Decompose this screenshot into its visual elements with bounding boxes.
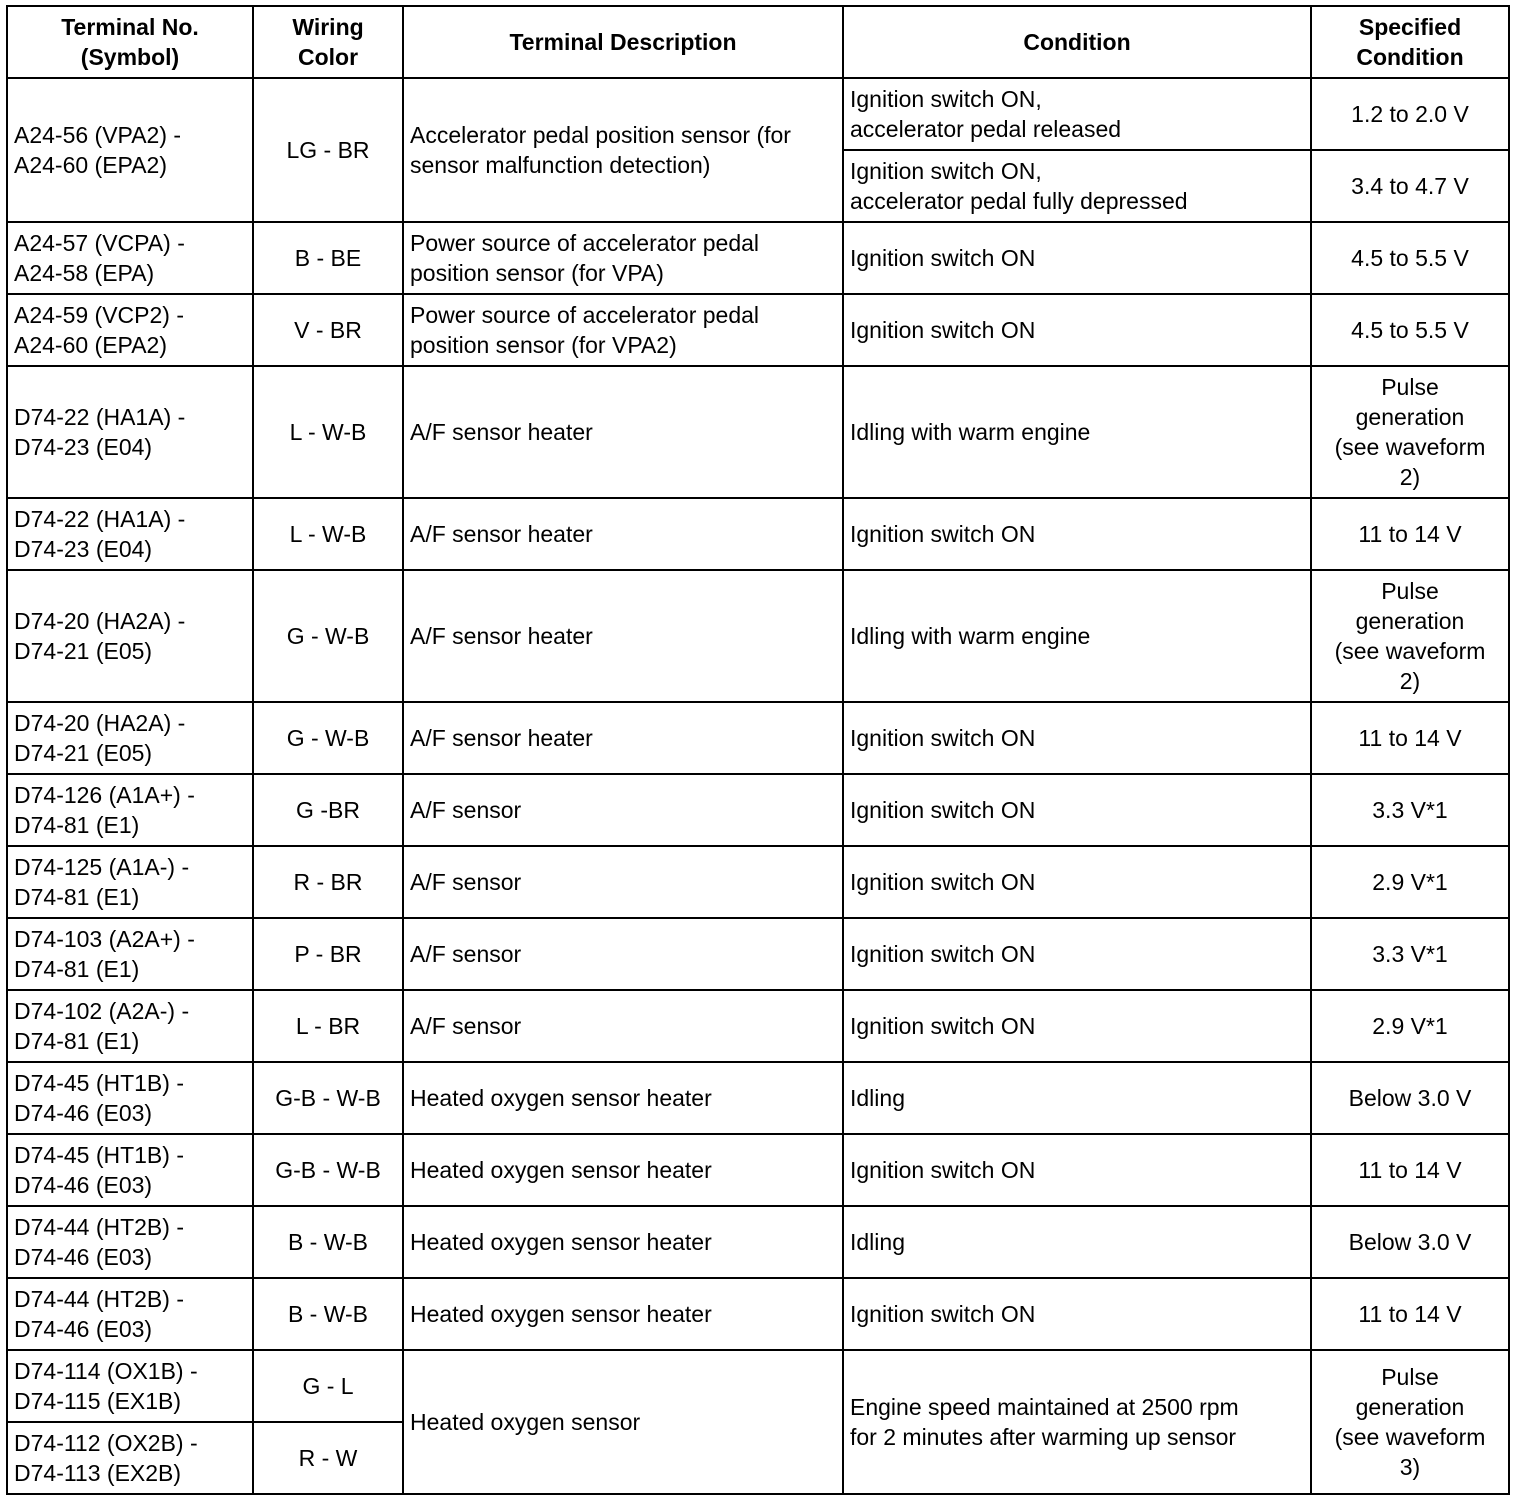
terminal-cell: A24-57 (VCPA) - A24-58 (EPA): [7, 222, 253, 294]
terminal-cell: D74-20 (HA2A) - D74-21 (E05): [7, 702, 253, 774]
specified-cell: 11 to 14 V: [1311, 1278, 1509, 1350]
specified-cell: 3.3 V*1: [1311, 918, 1509, 990]
wiring-color-cell: LG - BR: [253, 78, 403, 222]
description-cell: A/F sensor: [403, 774, 843, 846]
condition-cell: Ignition switch ON: [843, 222, 1311, 294]
wiring-color-cell: R - W: [253, 1422, 403, 1494]
description-cell: Heated oxygen sensor heater: [403, 1278, 843, 1350]
wiring-color-cell: G -BR: [253, 774, 403, 846]
wiring-color-cell: G-B - W-B: [253, 1062, 403, 1134]
description-cell: A/F sensor: [403, 990, 843, 1062]
condition-cell: Ignition switch ON: [843, 498, 1311, 570]
table-row: [7, 222, 1509, 294]
wiring-color-cell: G - W-B: [253, 702, 403, 774]
wiring-color-cell: P - BR: [253, 918, 403, 990]
description-cell: A/F sensor heater: [403, 366, 843, 498]
description-cell: Heated oxygen sensor: [403, 1350, 843, 1494]
description-cell: A/F sensor: [403, 918, 843, 990]
condition-cell: Ignition switch ON: [843, 294, 1311, 366]
condition-cell: Idling: [843, 1062, 1311, 1134]
specified-cell: Below 3.0 V: [1311, 1062, 1509, 1134]
description-cell: A/F sensor heater: [403, 570, 843, 702]
terminal-cell: A24-59 (VCP2) - A24-60 (EPA2): [7, 294, 253, 366]
header-terminal-description: Terminal Description: [403, 6, 843, 78]
header-condition: Condition: [843, 6, 1311, 78]
terminal-cell: D74-126 (A1A+) - D74-81 (E1): [7, 774, 253, 846]
condition-cell: Ignition switch ON: [843, 1278, 1311, 1350]
terminal-cell: D74-44 (HT2B) - D74-46 (E03): [7, 1206, 253, 1278]
header-specified-condition: Specified Condition: [1311, 6, 1509, 78]
wiring-color-cell: B - W-B: [253, 1278, 403, 1350]
table-row: [7, 294, 1509, 366]
table-row: [7, 366, 1509, 498]
condition-cell: Ignition switch ON: [843, 774, 1311, 846]
header-terminal-no: Terminal No. (Symbol): [7, 6, 253, 78]
specified-cell: 4.5 to 5.5 V: [1311, 222, 1509, 294]
condition-cell: Ignition switch ON: [843, 702, 1311, 774]
terminal-cell: D74-45 (HT1B) - D74-46 (E03): [7, 1134, 253, 1206]
terminal-cell: D74-20 (HA2A) - D74-21 (E05): [7, 570, 253, 702]
terminal-cell: D74-22 (HA1A) - D74-23 (E04): [7, 366, 253, 498]
specified-cell: 11 to 14 V: [1311, 498, 1509, 570]
wiring-color-cell: L - W-B: [253, 366, 403, 498]
terminal-cell: D74-102 (A2A-) - D74-81 (E1): [7, 990, 253, 1062]
description-cell: A/F sensor heater: [403, 702, 843, 774]
terminal-cell: D74-114 (OX1B) - D74-115 (EX1B): [7, 1350, 253, 1422]
terminal-cell: A24-56 (VPA2) - A24-60 (EPA2): [7, 78, 253, 222]
table-row: [7, 498, 1509, 570]
table-row: [7, 1206, 1509, 1278]
table-row: [7, 918, 1509, 990]
condition-cell: Ignition switch ON, accelerator pedal released: [843, 78, 1311, 150]
wiring-color-cell: G - L: [253, 1350, 403, 1422]
table-row: [7, 1278, 1509, 1350]
wiring-color-cell: G - W-B: [253, 570, 403, 702]
specified-cell: 2.9 V*1: [1311, 990, 1509, 1062]
specified-cell: 11 to 14 V: [1311, 1134, 1509, 1206]
table-row: [7, 1134, 1509, 1206]
terminal-cell: D74-44 (HT2B) - D74-46 (E03): [7, 1278, 253, 1350]
table-row: [7, 990, 1509, 1062]
description-cell: Power source of accelerator pedal position sensor (for VPA2): [403, 294, 843, 366]
specified-cell: 4.5 to 5.5 V: [1311, 294, 1509, 366]
specified-cell: 2.9 V*1: [1311, 846, 1509, 918]
table-row: [7, 846, 1509, 918]
wiring-color-cell: R - BR: [253, 846, 403, 918]
condition-cell: Engine speed maintained at 2500 rpm for 2 minutes after warming up sensor: [843, 1350, 1311, 1494]
table-row: [7, 78, 1509, 150]
description-cell: Power source of accelerator pedal position sensor (for VPA): [403, 222, 843, 294]
condition-cell: Idling with warm engine: [843, 366, 1311, 498]
terminal-cell: D74-22 (HA1A) - D74-23 (E04): [7, 498, 253, 570]
specified-cell: 3.4 to 4.7 V: [1311, 150, 1509, 222]
table-row: [7, 1350, 1509, 1422]
description-cell: Heated oxygen sensor heater: [403, 1062, 843, 1134]
specified-cell: 3.3 V*1: [1311, 774, 1509, 846]
terminal-cell: D74-103 (A2A+) - D74-81 (E1): [7, 918, 253, 990]
description-cell: Accelerator pedal position sensor (for sensor malfunction detection): [403, 78, 843, 222]
wiring-color-cell: L - BR: [253, 990, 403, 1062]
description-cell: A/F sensor: [403, 846, 843, 918]
specified-cell: Pulse generation (see waveform 2): [1311, 570, 1509, 702]
terminal-cell: D74-45 (HT1B) - D74-46 (E03): [7, 1062, 253, 1134]
condition-cell: Ignition switch ON: [843, 918, 1311, 990]
wiring-color-cell: B - W-B: [253, 1206, 403, 1278]
terminal-cell: D74-112 (OX2B) - D74-113 (EX2B): [7, 1422, 253, 1494]
table-header-row: [7, 6, 1509, 78]
table-row: [7, 570, 1509, 702]
condition-cell: Ignition switch ON: [843, 990, 1311, 1062]
description-cell: A/F sensor heater: [403, 498, 843, 570]
table-row: [7, 774, 1509, 846]
specified-cell: Pulse generation (see waveform 3): [1311, 1350, 1509, 1494]
terminal-inspection-table: [6, 5, 1510, 1495]
specified-cell: Pulse generation (see waveform 2): [1311, 366, 1509, 498]
condition-cell: Idling with warm engine: [843, 570, 1311, 702]
wiring-color-cell: B - BE: [253, 222, 403, 294]
wiring-color-cell: V - BR: [253, 294, 403, 366]
wiring-color-cell: L - W-B: [253, 498, 403, 570]
description-cell: Heated oxygen sensor heater: [403, 1206, 843, 1278]
description-cell: Heated oxygen sensor heater: [403, 1134, 843, 1206]
condition-cell: Ignition switch ON: [843, 1134, 1311, 1206]
specified-cell: 1.2 to 2.0 V: [1311, 78, 1509, 150]
table-row: [7, 702, 1509, 774]
condition-cell: Ignition switch ON, accelerator pedal fully depressed: [843, 150, 1311, 222]
specified-cell: 11 to 14 V: [1311, 702, 1509, 774]
terminal-cell: D74-125 (A1A-) - D74-81 (E1): [7, 846, 253, 918]
header-wiring-color: Wiring Color: [253, 6, 403, 78]
table-row: [7, 1062, 1509, 1134]
wiring-color-cell: G-B - W-B: [253, 1134, 403, 1206]
condition-cell: Idling: [843, 1206, 1311, 1278]
specified-cell: Below 3.0 V: [1311, 1206, 1509, 1278]
condition-cell: Ignition switch ON: [843, 846, 1311, 918]
